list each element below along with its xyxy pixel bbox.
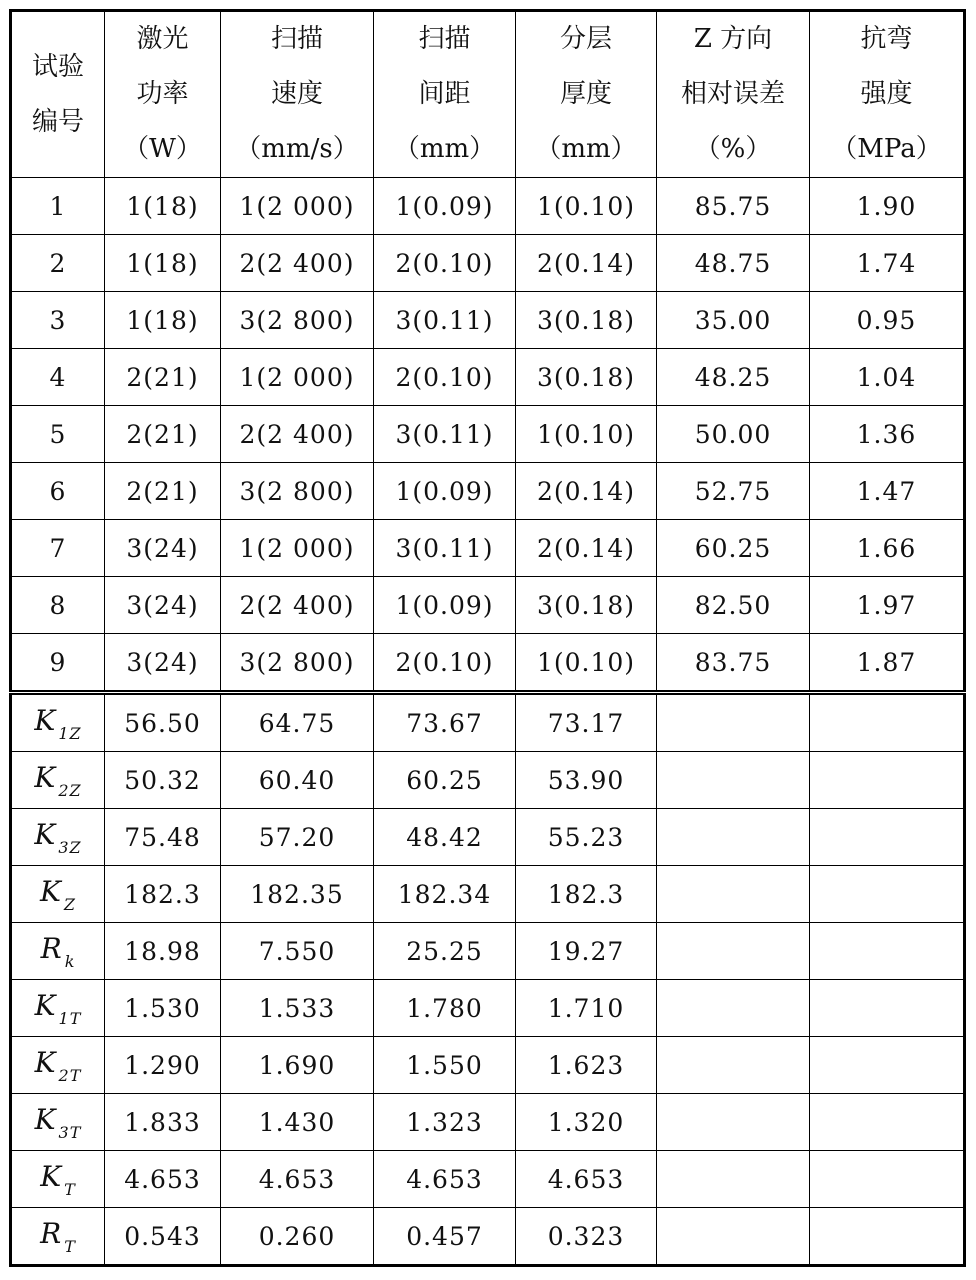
cell-stat-symbol: K $_{1Z}$	[11, 693, 105, 752]
cell-empty	[657, 1151, 810, 1208]
cell-scan-spacing: 1.550	[374, 1037, 516, 1094]
trial-row	[11, 235, 965, 292]
cell-empty	[657, 1094, 810, 1151]
cell-scan-spacing: 1.323	[374, 1094, 516, 1151]
table-container	[9, 9, 966, 1267]
trial-row	[11, 577, 965, 634]
cell-layer-thickness: 1.320	[516, 1094, 657, 1151]
cell-layer-thickness: 1(0.10)	[516, 178, 657, 235]
cell-empty	[810, 752, 965, 809]
trial-row	[11, 463, 965, 520]
analysis-row	[11, 1208, 965, 1266]
header-row	[11, 11, 965, 178]
cell-scan-speed: 2(2 400)	[221, 235, 374, 292]
cell-laser-power: 0.543	[105, 1208, 221, 1266]
cell-layer-thickness: 2(0.14)	[516, 235, 657, 292]
cell-layer-thickness: 19.27	[516, 923, 657, 980]
cell-layer-thickness: 0.323	[516, 1208, 657, 1266]
cell-stat-symbol: K $_Z$	[11, 866, 105, 923]
cell-laser-power: 4.653	[105, 1151, 221, 1208]
trial-row	[11, 349, 965, 406]
cell-scan-spacing: 1.780	[374, 980, 516, 1037]
cell-trial-number: 9	[11, 634, 105, 693]
cell-scan-speed: 1(2 000)	[221, 520, 374, 577]
cell-trial-number: 3	[11, 292, 105, 349]
cell-z-relative-error: 50.00	[657, 406, 810, 463]
cell-empty	[810, 923, 965, 980]
cell-laser-power: 3(24)	[105, 634, 221, 693]
cell-scan-spacing: 4.653	[374, 1151, 516, 1208]
cell-scan-spacing: 2(0.10)	[374, 634, 516, 693]
cell-laser-power: 1(18)	[105, 235, 221, 292]
cell-laser-power: 3(24)	[105, 520, 221, 577]
analysis-row	[11, 752, 965, 809]
cell-flexural-strength: 1.36	[810, 406, 965, 463]
cell-scan-speed: 3(2 800)	[221, 463, 374, 520]
cell-laser-power: 56.50	[105, 693, 221, 752]
cell-stat-symbol: K $_{3Z}$	[11, 809, 105, 866]
trial-row	[11, 406, 965, 463]
cell-laser-power: 1.530	[105, 980, 221, 1037]
cell-layer-thickness: 1(0.10)	[516, 634, 657, 693]
cell-z-relative-error: 82.50	[657, 577, 810, 634]
cell-empty	[810, 866, 965, 923]
cell-scan-spacing: 1(0.09)	[374, 178, 516, 235]
cell-scan-spacing: 2(0.10)	[374, 235, 516, 292]
cell-trial-number: 1	[11, 178, 105, 235]
cell-stat-symbol: K $_{1T}$	[11, 980, 105, 1037]
cell-laser-power: 2(21)	[105, 406, 221, 463]
cell-layer-thickness: 1(0.10)	[516, 406, 657, 463]
cell-scan-speed: 1(2 000)	[221, 349, 374, 406]
cell-scan-speed: 4.653	[221, 1151, 374, 1208]
cell-laser-power: 1.290	[105, 1037, 221, 1094]
cell-z-relative-error: 60.25	[657, 520, 810, 577]
cell-laser-power: 75.48	[105, 809, 221, 866]
cell-empty	[810, 1208, 965, 1266]
cell-flexural-strength: 1.90	[810, 178, 965, 235]
cell-laser-power: 50.32	[105, 752, 221, 809]
cell-empty	[657, 980, 810, 1037]
cell-scan-spacing: 3(0.11)	[374, 292, 516, 349]
analysis-row	[11, 866, 965, 923]
header-z-relative-error: Z 方向 相对误差 （%）	[657, 11, 810, 178]
cell-stat-symbol: K $_T$	[11, 1151, 105, 1208]
cell-scan-spacing: 25.25	[374, 923, 516, 980]
cell-scan-spacing: 182.34	[374, 866, 516, 923]
cell-flexural-strength: 1.47	[810, 463, 965, 520]
cell-layer-thickness: 3(0.18)	[516, 292, 657, 349]
cell-scan-speed: 3(2 800)	[221, 634, 374, 693]
cell-empty	[810, 693, 965, 752]
cell-trial-number: 8	[11, 577, 105, 634]
cell-scan-spacing: 0.457	[374, 1208, 516, 1266]
cell-scan-speed: 3(2 800)	[221, 292, 374, 349]
cell-laser-power: 1(18)	[105, 178, 221, 235]
cell-empty	[657, 923, 810, 980]
cell-layer-thickness: 2(0.14)	[516, 463, 657, 520]
trial-row	[11, 292, 965, 349]
cell-scan-speed: 7.550	[221, 923, 374, 980]
cell-z-relative-error: 85.75	[657, 178, 810, 235]
cell-empty	[810, 1094, 965, 1151]
cell-scan-spacing: 2(0.10)	[374, 349, 516, 406]
cell-layer-thickness: 4.653	[516, 1151, 657, 1208]
cell-layer-thickness: 3(0.18)	[516, 349, 657, 406]
cell-layer-thickness: 1.710	[516, 980, 657, 1037]
cell-scan-speed: 64.75	[221, 693, 374, 752]
cell-layer-thickness: 2(0.14)	[516, 520, 657, 577]
cell-trial-number: 5	[11, 406, 105, 463]
cell-scan-speed: 1.690	[221, 1037, 374, 1094]
analysis-row	[11, 923, 965, 980]
cell-z-relative-error: 48.75	[657, 235, 810, 292]
cell-laser-power: 1.833	[105, 1094, 221, 1151]
cell-stat-symbol: R $_k$	[11, 923, 105, 980]
cell-scan-speed: 57.20	[221, 809, 374, 866]
cell-scan-spacing: 1(0.09)	[374, 577, 516, 634]
cell-empty	[657, 752, 810, 809]
cell-scan-speed: 0.260	[221, 1208, 374, 1266]
cell-scan-speed: 1(2 000)	[221, 178, 374, 235]
cell-scan-spacing: 3(0.11)	[374, 520, 516, 577]
trial-row	[11, 634, 965, 693]
cell-empty	[657, 809, 810, 866]
analysis-row	[11, 693, 965, 752]
cell-layer-thickness: 53.90	[516, 752, 657, 809]
orthogonal-test-table	[9, 9, 966, 1267]
cell-trial-number: 6	[11, 463, 105, 520]
cell-scan-spacing: 73.67	[374, 693, 516, 752]
trial-row	[11, 520, 965, 577]
header-scan-speed: 扫描 速度 （mm/s）	[221, 11, 374, 178]
cell-laser-power: 18.98	[105, 923, 221, 980]
header-trial-number: 试验 编号	[11, 11, 105, 178]
cell-stat-symbol: R $_T$	[11, 1208, 105, 1266]
cell-layer-thickness: 3(0.18)	[516, 577, 657, 634]
cell-empty	[810, 1151, 965, 1208]
cell-stat-symbol: K $_{3T}$	[11, 1094, 105, 1151]
cell-flexural-strength: 1.66	[810, 520, 965, 577]
cell-laser-power: 3(24)	[105, 577, 221, 634]
cell-scan-speed: 60.40	[221, 752, 374, 809]
cell-flexural-strength: 1.04	[810, 349, 965, 406]
cell-flexural-strength: 1.74	[810, 235, 965, 292]
cell-stat-symbol: K $_{2Z}$	[11, 752, 105, 809]
cell-trial-number: 7	[11, 520, 105, 577]
analysis-row	[11, 980, 965, 1037]
cell-empty	[810, 1037, 965, 1094]
header-layer-thickness: 分层 厚度 （mm）	[516, 11, 657, 178]
cell-scan-spacing: 60.25	[374, 752, 516, 809]
cell-stat-symbol: K $_{2T}$	[11, 1037, 105, 1094]
cell-laser-power: 1(18)	[105, 292, 221, 349]
cell-scan-spacing: 3(0.11)	[374, 406, 516, 463]
header-flexural-strength: 抗弯 强度 （MPa）	[810, 11, 965, 178]
cell-empty	[810, 809, 965, 866]
cell-scan-speed: 1.430	[221, 1094, 374, 1151]
analysis-row	[11, 809, 965, 866]
analysis-row	[11, 1094, 965, 1151]
cell-layer-thickness: 1.623	[516, 1037, 657, 1094]
cell-flexural-strength: 1.87	[810, 634, 965, 693]
trial-row	[11, 178, 965, 235]
cell-z-relative-error: 52.75	[657, 463, 810, 520]
cell-layer-thickness: 73.17	[516, 693, 657, 752]
cell-scan-speed: 1.533	[221, 980, 374, 1037]
cell-layer-thickness: 182.3	[516, 866, 657, 923]
cell-empty	[657, 1037, 810, 1094]
cell-z-relative-error: 35.00	[657, 292, 810, 349]
cell-z-relative-error: 48.25	[657, 349, 810, 406]
cell-empty	[657, 1208, 810, 1266]
cell-laser-power: 2(21)	[105, 349, 221, 406]
cell-flexural-strength: 0.95	[810, 292, 965, 349]
cell-laser-power: 2(21)	[105, 463, 221, 520]
cell-scan-speed: 182.35	[221, 866, 374, 923]
cell-layer-thickness: 55.23	[516, 809, 657, 866]
cell-laser-power: 182.3	[105, 866, 221, 923]
cell-flexural-strength: 1.97	[810, 577, 965, 634]
cell-scan-speed: 2(2 400)	[221, 577, 374, 634]
cell-trial-number: 4	[11, 349, 105, 406]
cell-scan-speed: 2(2 400)	[221, 406, 374, 463]
analysis-row	[11, 1151, 965, 1208]
header-scan-spacing: 扫描 间距 （mm）	[374, 11, 516, 178]
cell-scan-spacing: 48.42	[374, 809, 516, 866]
cell-empty	[810, 980, 965, 1037]
cell-empty	[657, 693, 810, 752]
cell-empty	[657, 866, 810, 923]
cell-scan-spacing: 1(0.09)	[374, 463, 516, 520]
analysis-row	[11, 1037, 965, 1094]
header-laser-power: 激光 功率 （W）	[105, 11, 221, 178]
cell-z-relative-error: 83.75	[657, 634, 810, 693]
cell-trial-number: 2	[11, 235, 105, 292]
